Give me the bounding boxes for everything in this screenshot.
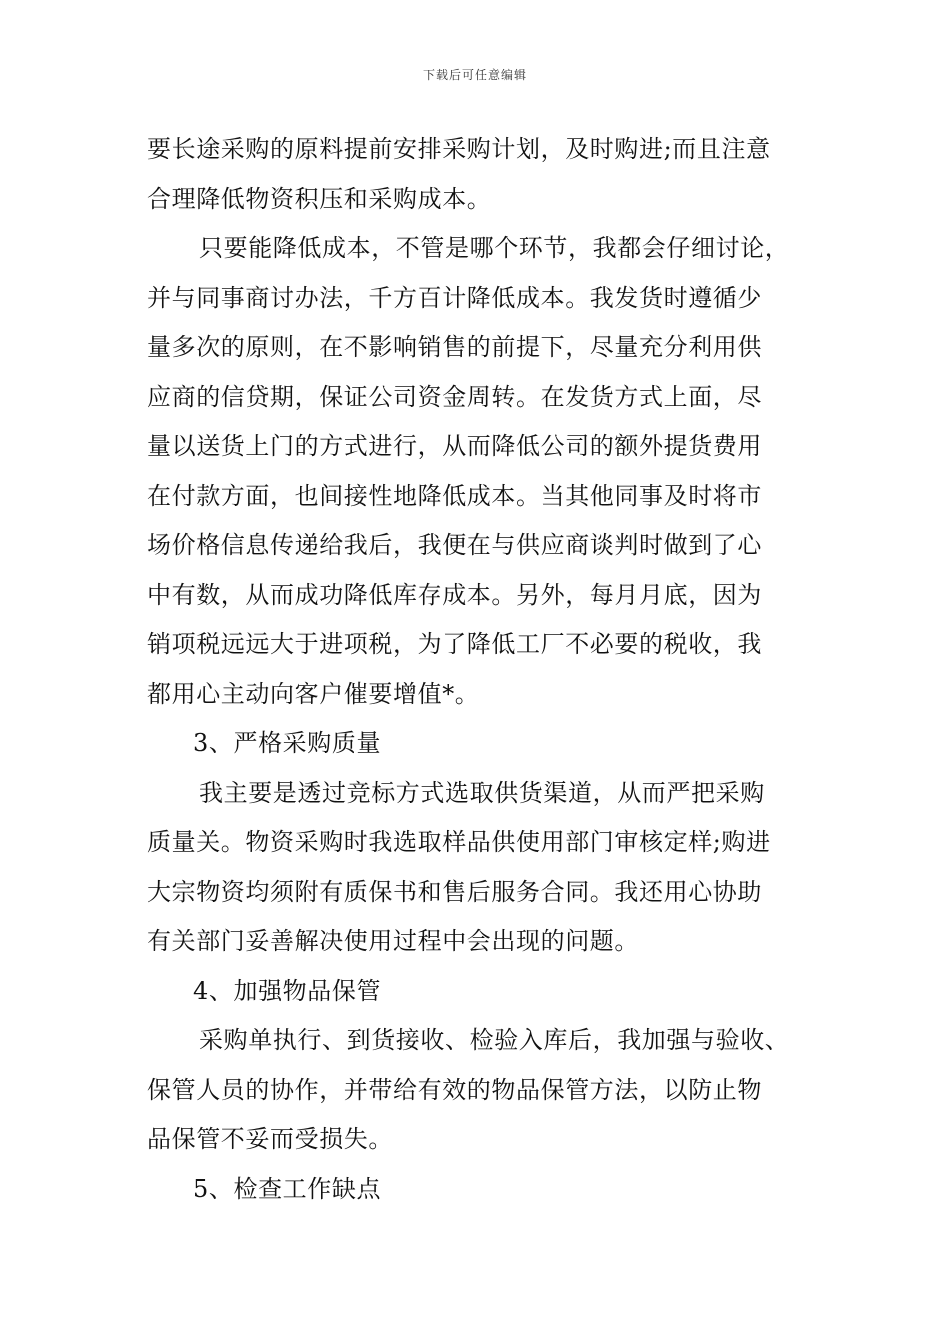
text-line: 量多次的原则，在不影响销售的前提下，尽量充分利用供 — [147, 333, 762, 361]
text-line: 在付款方面，也间接性地降低成本。当其他同事及时将市 — [147, 481, 762, 510]
text-line: 要长途采购的原料提前安排采购计划，及时购进;而且注意 — [147, 135, 771, 163]
text-line: 保管人员的协作，并带给有效的物品保管方法，以防止物 — [147, 1075, 762, 1104]
text-line: 中有数，从而成功降低库存成本。另外，每月月底，因为 — [147, 580, 762, 609]
text-line: 有关部门妥善解决使用过程中会出现的问题。 — [147, 927, 639, 955]
text-line: 场价格信息传递给我后，我便在与供应商谈判时做到了心 — [147, 531, 762, 559]
document-body — [147, 125, 827, 1214]
text-line: 应商的信贷期，保证公司资金周转。在发货方式上面，尽 — [147, 382, 762, 411]
section-heading: 3、严格采购质量 — [193, 729, 382, 757]
paragraph-start: 只要能降低成本，不管是哪个环节，我都会仔细讨论， — [199, 234, 790, 262]
text-line: 品保管不妥而受损失。 — [147, 1125, 393, 1153]
text-line: 质量关。物资采购时我选取样品供使用部门审核定样;购进 — [147, 828, 771, 856]
section-heading: 4、加强物品保管 — [193, 976, 382, 1005]
text-line: 并与同事商讨办法，千方百计降低成本。我发货时遵循少 — [147, 283, 762, 312]
text-line: 都用心主动向客户催要增值*。 — [147, 679, 480, 708]
text-line: 合理降低物资积压和采购成本。 — [147, 184, 492, 213]
paragraph-start: 我主要是透过竞标方式选取供货渠道，从而严把采购 — [199, 778, 765, 807]
paragraph-start: 采购单执行、到货接收、检验入库后，我加强与验收、 — [199, 1026, 790, 1054]
section-heading: 5、检查工作缺点 — [193, 1174, 382, 1203]
page-header: 下载后可任意编辑 — [422, 68, 527, 82]
text-line: 大宗物资均须附有质保书和售后服务合同。我还用心协助 — [147, 877, 762, 906]
text-line: 销项税远远大于进项税，为了降低工厂不必要的税收，我 — [147, 630, 762, 658]
text-line: 量以送货上门的方式进行，从而降低公司的额外提货费用 — [147, 432, 762, 460]
